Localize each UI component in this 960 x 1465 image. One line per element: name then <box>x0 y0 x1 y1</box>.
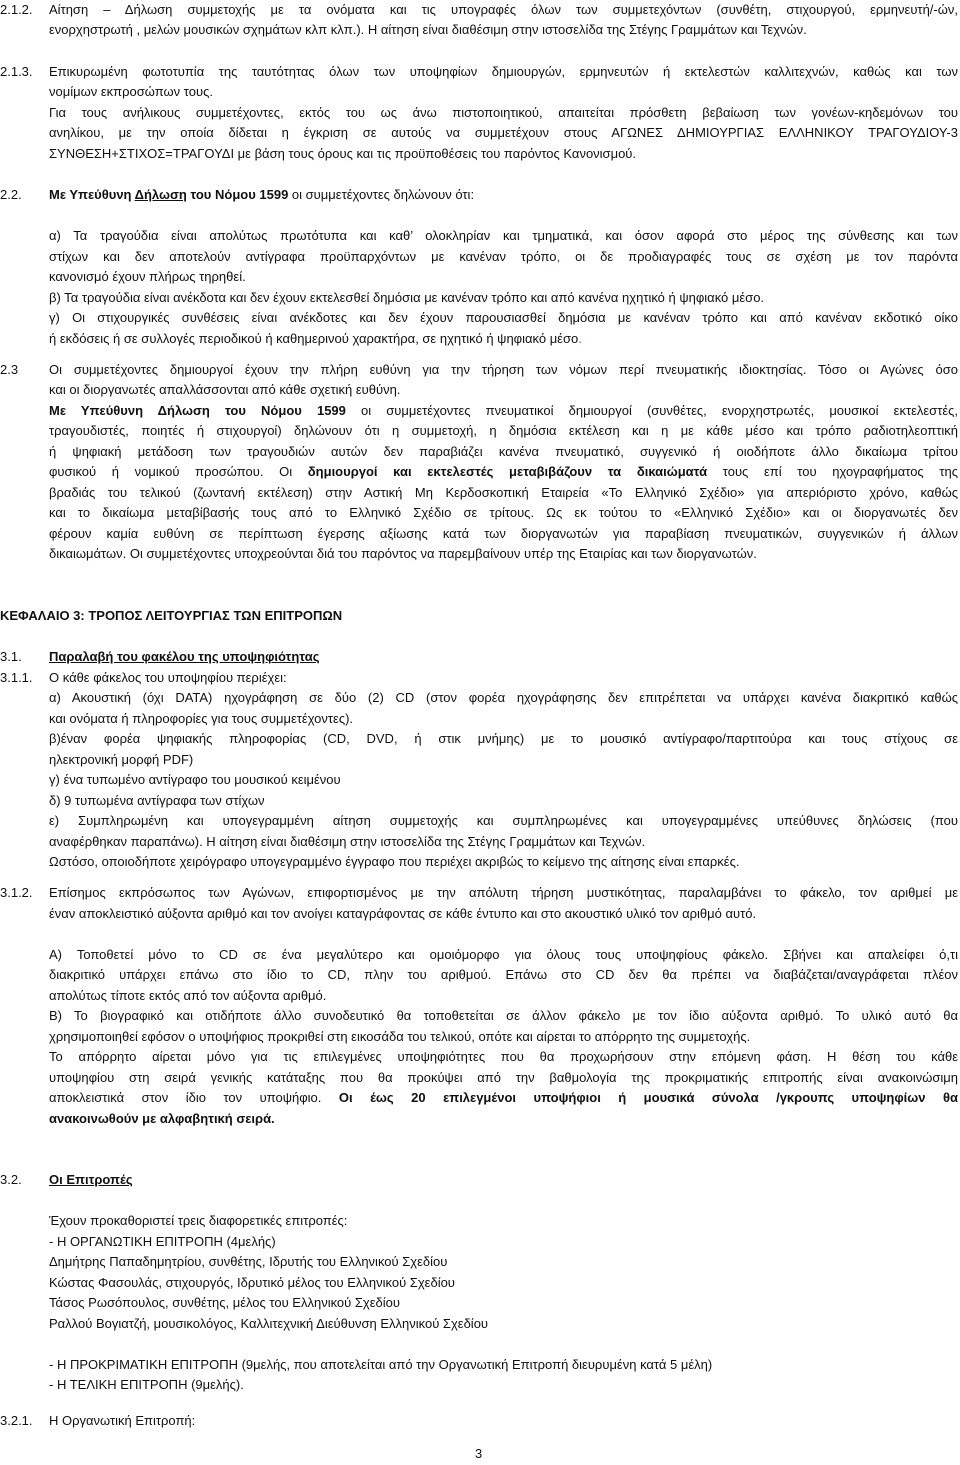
text-line <box>49 462 958 483</box>
text-line: νομίμων εκπροσώπων τους. <box>49 84 213 99</box>
text-line: ανακοινωθούν με αλφαβητική σειρά. <box>49 1111 275 1126</box>
text-line: φέρουν καμία ευθύνη σε περίπτωση έγερσης αξίωσης κατά των διοργανωτών για παραβίαση πνευματικών, συγγενικών ή άλλων <box>49 526 958 541</box>
heading-bold: του Νόμου 1599 <box>186 187 289 202</box>
text-line: απολύτως τίποτε εκτός από τον αύξοντα αριθμό. <box>49 988 327 1003</box>
text-span: αποκλειστικά στον ίδιο τον υποψήφιο. <box>49 1090 339 1105</box>
section-heading <box>49 185 474 206</box>
text-line: χρησιμοποιηθεί εφόσον ο υποψήφιος προκριθεί στη εικοσάδα του τελικού, οπότε και αίρεται το απόρρητο της συμμετοχής. <box>49 1029 751 1044</box>
text-line: Η Οργανωτική Επιτροπή: <box>49 1413 196 1428</box>
text-line: Επίσημος εκπρόσωπος των Αγώνων, επιφορτισμένος με την απόλυτη τήρηση μυστικότητας, παραλαμβάνει το φάκελο, τον αριθμεί με <box>49 885 958 900</box>
red-dot: . <box>578 331 582 346</box>
text-line: Οι συμμετέχοντες δημιουργοί έχουν την πλήρη ευθύνη για την τήρηση των νόμων περί πνευματικής ιδιοκτησίας. Τόσο οι Αγώνες όσο <box>49 362 958 377</box>
text-line: α) Τα τραγούδια είναι απολύτως πρωτότυπα και καθ’ ολοκληρίαν και τμηματικά, και όσον αφορά στο μέρος της σύνθεσης και των <box>49 228 958 243</box>
heading-bold-underline: Δήλωση <box>134 187 187 202</box>
section-title: Παραλαβή του φακέλου της υποψηφιότητας <box>49 649 320 664</box>
text-line: ηλεκτρονική μορφή PDF) <box>49 752 194 767</box>
section-number: 3.2. <box>0 1172 22 1187</box>
text-line: α) Ακουστική (όχι DATA) ηχογράφηση σε δύο (2) CD (στον φορέα ηχογράφησης δεν επιτρέπεται να υπάρχει κανένα διακριτικό καθώς <box>49 690 958 705</box>
text-span: στίχων και δεν αποτελούν αντίγραφα προϋπαρχόντων με κανέναν τρόπο <box>49 249 557 264</box>
chapter-title: ΚΕΦΑΛΑΙΟ 3: ΤΡΟΠΟΣ ΛΕΙΤΟΥΡΓΙΑΣ ΤΩΝ ΕΠΙΤΡΟΠΩΝ <box>0 608 343 623</box>
text-line: β) Τα τραγούδια είναι ανέκδοτα και δεν έχουν εκτελεσθεί δημόσια με κανέναν τρόπο και από κανένα ηχητικό ή ψηφιακό μέσο. <box>49 290 765 305</box>
bold-span: Οι έως 20 επιλεγμένοι υποψήφιοι ή μουσικά σύνολα /γκρουπς υποψηφίων θα <box>338 1090 958 1105</box>
text-line: Το απόρρητο αίρεται μόνο για τις επιλεγμένες υποψηφιότητες που θα προχωρήσουν στην επόμενη φάση. Η θέση του κάθε <box>49 1049 958 1064</box>
text-line: και οι διοργανωτές απαλλάσσονται από κάθε σχετική ευθύνη. <box>49 382 401 397</box>
text-line: ε) Συμπληρωμένη και υπογεγραμμένη αίτηση συμμετοχής και συμπληρωμένες και υπογεγραμμένες υπεύθυνες δηλώσεις (που <box>49 813 958 828</box>
text-span: τους επί του ηχογραφήματος της <box>707 464 958 479</box>
text-line: και ονόματα ή πληροφορίες για τους συμμετέχοντες). <box>49 711 354 726</box>
text-span: οι δε προδιαγραφές τους σε σχέση με τον παρόντα <box>560 249 958 264</box>
text-line <box>49 401 958 422</box>
committee-item: - Η ΟΡΓΑΝΩΤΙΚΗ ΕΠΙΤΡΟΠΗ (4μελής) <box>49 1234 276 1249</box>
committee-member: Τάσος Ρωσόπουλος, συνθέτης, μέλος του Ελληνικού Σχεδίου <box>49 1295 401 1310</box>
text-line: κανονισμό έχουν πλήρως τηρηθεί. <box>49 269 246 284</box>
text-line: δ) 9 τυπωμένα αντίγραφα των στίχων <box>49 793 265 808</box>
section-number: 2.1.3. <box>0 64 33 79</box>
text-line: τραγουδιστές, ποιητές ή στιχουργοί) δηλώνουν ότι η συμμετοχή, η δημόσια εκτέλεση και η με κάθε μέσο και τρόπο ραδιοτηλεοπτική <box>49 423 958 438</box>
bold-span: δημιουργοί και εκτελεστές μεταβιβάζουν τα δικαιώματά <box>307 464 708 479</box>
text-line: ΣΥΝΘΕΣΗ+ΣΤΙΧΟΣ=ΤΡΑΓΟΥΔΙ με βάση τους όρους και τις προϋποθέσεις του παρόντος Κανονισμού. <box>49 146 637 161</box>
text-line: Β) Το βιογραφικό και οτιδήποτε άλλο συνοδευτικό θα τοποθετείται σε άλλον φάκελο με τον ίδιο αύξοντα αριθμό. Το υλικό αυτό θα <box>49 1008 958 1023</box>
committee-member: Κώστας Φασουλάς, στιχουργός, Ιδρυτικό μέλος του Ελληνικού Σχεδίου <box>49 1275 455 1290</box>
text-span: οι συμμετέχοντες πνευματικοί δημιουργοί (συνθέτες, ενορχηστρωτές, μουσικοί εκτελεστές, <box>345 403 958 418</box>
section-number: 3.2.1. <box>0 1413 33 1428</box>
text-line: γ) ένα τυπωμένο αντίγραφο του μουσικού κειμένου <box>49 772 341 787</box>
text-line: Ο κάθε φάκελος του υποψηφίου περιέχει: <box>49 670 287 685</box>
text-line: β)έναν φορέα ψηφιακής πληροφορίας (CD, DVD, ή στικ μνήμης) με το μουσικό αντίγραφο/παρτιτούρα και τους στίχους σε <box>49 731 958 746</box>
committee-item: - Η ΠΡΟΚΡΙΜΑΤΙΚΗ ΕΠΙΤΡΟΠΗ (9μελής, που αποτελείται από την Οργανωτική Επιτροπή διευρυμένη κατά 5 μέλη) <box>49 1357 713 1372</box>
text-line: δικαιωμάτων. Οι συμμετέχοντες υποχρεούνται διά του παρόντος να παρεμβαίνουν υπέρ της Εταιρίας και των διοργανωτών. <box>49 546 757 561</box>
page-number: 3 <box>475 1446 483 1461</box>
text-line: Για τους ανήλικους συμμετέχοντες, εκτός του ως άνω πιστοποιητικού, απαιτείται πρόσθετη βεβαίωση των γονέων-κηδεμόνων του <box>49 105 958 120</box>
text-line: Επικυρωμένη φωτοτυπία της ταυτότητας όλων των υποψηφίων δημιουργών, ερμηνευτών ή εκτελεστών καλλιτεχνών, καθώς και των <box>49 64 958 79</box>
section-number: 3.1. <box>0 649 22 664</box>
committee-member: Δημήτρης Παπαδημητρίου, συνθέτης, Ιδρυτής του Ελληνικού Σχεδίου <box>49 1254 448 1269</box>
section-title: Οι Επιτροπές <box>49 1172 133 1187</box>
text-line <box>49 1088 958 1109</box>
text-line: διακριτικό υπάρχει επάνω στο ίδιο το CD, πλην του αριθμού. Επάνω στο CD δεν θα πρέπει να διαβάζεται/αναγράφεται πλέον <box>49 967 958 982</box>
text-line: ή ψηφιακή μετάδοση των τραγουδιών αυτών δεν παραβιάζει κανένα πνευματικό, συγγενικό ή οιοδήποτε άλλο δικαίωμα τρίτου <box>49 444 958 459</box>
text-line <box>49 247 958 268</box>
text-line: έναν αποκλειστικό αύξοντα αριθμό και τον ανοίγει καταγράφοντας σε κάθε έντυπο και στο ακουστικό υλικό τον αριθμό αυτό. <box>49 906 757 921</box>
heading-rest: οι συμμετέχοντες δηλώνουν ότι: <box>288 187 475 202</box>
text-line: Έχουν προκαθοριστεί τρεις διαφορετικές επιτροπές: <box>49 1213 348 1228</box>
text-line: Ωστόσο, οποιοδήποτε χειρόγραφο υπογεγραμμένο έγγραφο που περιέχει ακριβώς το κείμενο της αίτησης είναι επαρκές. <box>49 854 740 869</box>
text-line: Αίτηση – Δήλωση συμμετοχής με τα ονόματα και τις υπογραφές όλων των συμμετεχόντων (συνθέτη, στιχουργού, ερμηνευτή/-ών, <box>49 2 958 17</box>
committee-item: - Η ΤΕΛΙΚΗ ΕΠΙΤΡΟΠΗ (9μελής). <box>49 1377 244 1392</box>
text-line: γ) Οι στιχουργικές συνθέσεις είναι ανέκδοτες και δεν έχουν παρουσιασθεί δημόσια με κανέναν τρόπο και από κανέναν εκδοτικό οίκο <box>49 310 958 325</box>
text-line <box>49 329 582 350</box>
heading-bold: Με Υπεύθυνη <box>49 187 135 202</box>
text-line: αναφέρθηκαν παραπάνω). Η αίτηση είναι διαθέσιμη στην ιστοσελίδα της Στέγης Γραμμάτων και Τεχνών. <box>49 834 646 849</box>
red-comma: , <box>556 249 561 264</box>
committee-member: Ραλλού Βογιατζή, μουσικολόγος, Καλλιτεχνική Διεύθυνση Ελληνικού Σχεδίου <box>49 1316 489 1331</box>
text-line: και το δικαίωμα μεταβίβασής τους από το Ελληνικό Σχέδιο σε τρίτους. Ως εκ τούτου το «Ελληνικό Σχέδιο» και οι διοργανωτές δεν <box>49 505 958 520</box>
text-line: ενορχηστρωτή , μελών μουσικών σχημάτων κλπ κλπ.). Η αίτηση είναι διαθέσιμη στην ιστοσελίδα της Στέγης Γραμμάτων και Τεχνών. <box>49 22 807 37</box>
text-line: ανηλίκου, με την οποία δίδεται η έγκριση σε αυτούς να συμμετέχουν στους ΑΓΩΝΕΣ ΔΗΜΙΟΥΡΓΙΑΣ ΕΛΛΗΝΙΚΟΥ ΤΡΑΓΟΥΔΙΟΥ-3 <box>49 125 958 140</box>
text-span: ή εκδόσεις ή σε συλλογές περιοδικού ή καθημερινού χαρακτήρα, σε ηχητικό ή ψηφιακό μέσο <box>49 331 579 346</box>
text-span: φυσικού ή νομικού προσώπου. Οι <box>49 464 308 479</box>
section-number: 3.1.1. <box>0 670 33 685</box>
text-line: Α) Τοποθετεί μόνο το CD σε ένα μεγαλύτερο και ομοιόμορφο για όλους τους υποψηφίους φάκελο. Σβήνει και απαλείφει ό,τι <box>49 947 958 962</box>
section-number: 2.2. <box>0 187 22 202</box>
text-line: υποψηφίου στη σειρά γενικής κατάταξης που θα προκύψει από την βαθμολογία της προκριματικής επιτροπής είναι ανακοινώσιμη <box>49 1070 958 1085</box>
bold-span: Με Υπεύθυνη Δήλωση του Νόμου 1599 <box>49 403 346 418</box>
text-line: βραδιάς του τελικού (ζωντανή εκτέλεση) στην Αστική Μη Κερδοσκοπική Εταιρεία «Το Ελληνικό Σχέδιο» για απεριόριστο χρόνο, καθώς <box>49 485 958 500</box>
section-number: 2.3 <box>0 362 19 377</box>
section-number: 2.1.2. <box>0 2 33 17</box>
section-number: 3.1.2. <box>0 885 33 900</box>
